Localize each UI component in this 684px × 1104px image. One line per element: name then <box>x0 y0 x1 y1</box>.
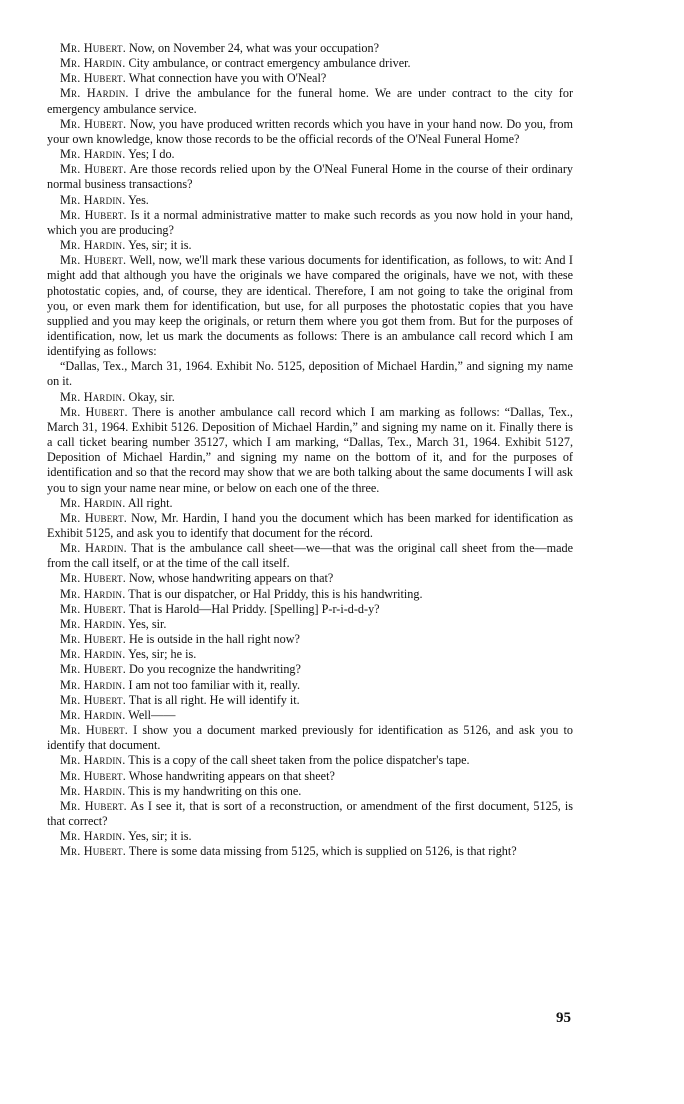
transcript-paragraph <box>47 647 573 662</box>
speaker-name: Mr. Hubert. <box>60 71 126 86</box>
speaker-name: Mr. Hardin. <box>60 783 126 798</box>
transcript-paragraph <box>47 253 573 359</box>
paragraph-text: That is our dispatcher, or Hal Priddy, this is his handwriting. <box>125 586 423 601</box>
paragraph-text: This is my handwriting on this one. <box>125 783 302 798</box>
paragraph-text: Do you recognize the handwriting? <box>125 662 301 677</box>
speaker-name: Mr. Hardin. <box>60 192 126 207</box>
paragraph-text: That is Harold—Hal Priddy. [Spelling] P-r-i-d-d-y? <box>125 601 380 616</box>
paragraph-text: All right. <box>125 495 173 510</box>
paragraph-text: Is it a normal administrative matter to make such records as you now hold in your hand, which you are producing? <box>47 207 573 237</box>
transcript-paragraph <box>47 541 573 571</box>
speaker-name: Mr. Hardin. <box>60 495 126 510</box>
speaker-name: Mr. Hardin. <box>60 86 129 101</box>
paragraph-text: This is a copy of the call sheet taken from the police dispatcher's tape. <box>125 753 470 768</box>
transcript-paragraph <box>47 678 573 693</box>
paragraph-text: City ambulance, or contract emergency ambulance driver. <box>125 56 411 71</box>
speaker-name: Mr. Hardin. <box>60 753 126 768</box>
speaker-name: Mr. Hubert. <box>60 41 126 55</box>
speaker-name: Mr. Hardin. <box>60 616 126 631</box>
paragraph-text: I show you a document marked previously for identification as 5126, and ask you to identify that document. <box>47 723 574 753</box>
paragraph-text: Well, now, we'll mark these various documents for identification, as follows, to wit: And I might add that although you have the originals we have compared the originals, have we not, with these photostatic copies, and, of course, they are identical. Therefore, I am not going to take the original from you, or even mark them for identification, but use, for all purposes the photostatic copies that you have supplied and you may keep the originals, or return them where you got them from. But for the purposes of identification, now, let us mark the documents as follows: There is an ambulance call record which I am identifying as follows: <box>47 253 573 359</box>
transcript-paragraph <box>47 147 573 162</box>
speaker-name: Mr. Hardin. <box>60 707 126 722</box>
transcript-paragraph <box>47 708 573 723</box>
transcript-paragraph <box>47 71 573 86</box>
transcript-paragraph <box>47 602 573 617</box>
paragraph-text: That is the ambulance call sheet—we—that was the original call sheet from the—made from the call itself, or at the time of the call itself. <box>47 541 574 571</box>
transcript-paragraph <box>47 632 573 647</box>
speaker-name: Mr. Hubert. <box>60 601 126 616</box>
speaker-name: Mr. Hubert. <box>60 768 126 783</box>
speaker-name: Mr. Hubert. <box>60 404 128 419</box>
paragraph-text: “Dallas, Tex., March 31, 1964. Exhibit No. 5125, deposition of Michael Hardin,” and signing my name on it. <box>47 359 573 389</box>
speaker-name: Mr. Hubert. <box>60 798 127 813</box>
speaker-name: Mr. Hardin. <box>60 389 126 404</box>
transcript-paragraph <box>47 693 573 708</box>
transcript-paragraph <box>47 799 573 829</box>
speaker-name: Mr. Hubert. <box>60 662 126 677</box>
speaker-name: Mr. Hardin. <box>60 238 126 253</box>
transcript-paragraph <box>47 496 573 511</box>
speaker-name: Mr. Hardin. <box>60 647 126 662</box>
speaker-name: Mr. Hardin. <box>60 56 126 71</box>
speaker-name: Mr. Hubert. <box>60 632 126 647</box>
transcript-paragraph <box>47 238 573 253</box>
transcript-paragraph <box>47 617 573 632</box>
transcript-paragraph <box>47 829 573 844</box>
speaker-name: Mr. Hubert. <box>60 253 127 268</box>
paragraph-text: There is some data missing from 5125, which is supplied on 5126, is that right? <box>125 844 517 859</box>
speaker-name: Mr. Hubert. <box>60 510 128 525</box>
paragraph-text: There is another ambulance call record which I am marking as follows: “Dallas, Tex., March 31, 1964. Exhibit 5126. Deposition of Michael Hardin,” and signing my name on it. Finally there is a call ticket bearing number 35127, which I am marking, “Dallas, Tex., March 31, 1964. Exhibit 5127, Deposition of Michael Hardin,” and signing my name on the bottom of it, and for the purposes of identification and so that the record may show that we are both talking about the same documents I will ask you to sign your name near mine, or below on each one of the three. <box>47 404 573 495</box>
speaker-name: Mr. Hardin. <box>60 586 126 601</box>
transcript-paragraph <box>47 193 573 208</box>
transcript-paragraph <box>47 117 573 147</box>
transcript-paragraph <box>47 405 573 496</box>
paragraph-text: Yes, sir; he is. <box>125 647 197 662</box>
paragraph-text: Well—— <box>125 707 176 722</box>
paragraph-text: Yes. <box>125 192 149 207</box>
transcript-paragraph <box>47 753 573 768</box>
speaker-name: Mr. Hardin. <box>60 829 126 844</box>
page-number: 95 <box>556 1010 571 1026</box>
transcript-paragraph <box>47 662 573 677</box>
transcript-paragraph <box>47 571 573 586</box>
transcript-paragraph <box>47 511 573 541</box>
paragraph-text: Are those records relied upon by the O'Neal Funeral Home in the course of their ordinary normal business transactions? <box>47 162 573 192</box>
transcript-paragraph <box>47 723 573 753</box>
paragraph-text: I drive the ambulance for the funeral home. We are under contract to the city for emergency ambulance service. <box>47 86 574 116</box>
transcript-paragraph <box>47 208 573 238</box>
transcript-paragraph <box>47 769 573 784</box>
transcript-paragraph <box>47 359 573 389</box>
paragraph-text: Now, whose handwriting appears on that? <box>125 571 334 586</box>
paragraph-text: He is outside in the hall right now? <box>125 632 300 647</box>
speaker-name: Mr. Hubert. <box>60 844 126 859</box>
paragraph-text: Yes, sir; it is. <box>125 829 192 844</box>
paragraph-text: Yes, sir; it is. <box>125 238 192 253</box>
transcript-paragraph <box>47 86 573 116</box>
paragraph-text: Now, you have produced written records which you have in your hand now. Do you, from your own knowledge, know those records to be the official records of the O'Neal Funeral Home? <box>47 116 573 146</box>
paragraph-text: Now, Mr. Hardin, I hand you the document which has been marked for identification as Exhibit 5125, and ask you to identify that document for the récord. <box>47 510 573 540</box>
transcript-paragraph <box>47 56 573 71</box>
paragraph-text: Yes, sir. <box>125 616 167 631</box>
transcript-paragraph <box>47 162 573 192</box>
speaker-name: Mr. Hardin. <box>60 541 127 556</box>
transcript-paragraph <box>47 587 573 602</box>
paragraph-text: Now, on November 24, what was your occupation? <box>125 41 380 55</box>
speaker-name: Mr. Hubert. <box>60 692 126 707</box>
paragraph-text: I am not too familiar with it, really. <box>125 677 301 692</box>
transcript-paragraph <box>47 844 573 859</box>
speaker-name: Mr. Hardin. <box>60 147 126 162</box>
paragraph-text: That is all right. He will identify it. <box>125 692 300 707</box>
speaker-name: Mr. Hubert. <box>60 723 129 738</box>
speaker-name: Mr. Hubert. <box>60 571 126 586</box>
speaker-name: Mr. Hubert. <box>60 116 127 131</box>
transcript-paragraph <box>47 784 573 799</box>
paragraph-text: Whose handwriting appears on that sheet? <box>125 768 335 783</box>
paragraph-text: Yes; I do. <box>125 147 175 162</box>
speaker-name: Mr. Hubert. <box>60 162 127 177</box>
paragraph-text: What connection have you with O'Neal? <box>125 71 327 86</box>
transcript-paragraph <box>47 41 573 56</box>
transcript-body <box>47 41 573 859</box>
speaker-name: Mr. Hubert. <box>60 207 127 222</box>
transcript-paragraph <box>47 390 573 405</box>
speaker-name: Mr. Hardin. <box>60 677 126 692</box>
paragraph-text: As I see it, that is sort of a reconstruction, or amendment of the first document, 5125, is that correct? <box>47 798 573 828</box>
paragraph-text: Okay, sir. <box>125 389 175 404</box>
